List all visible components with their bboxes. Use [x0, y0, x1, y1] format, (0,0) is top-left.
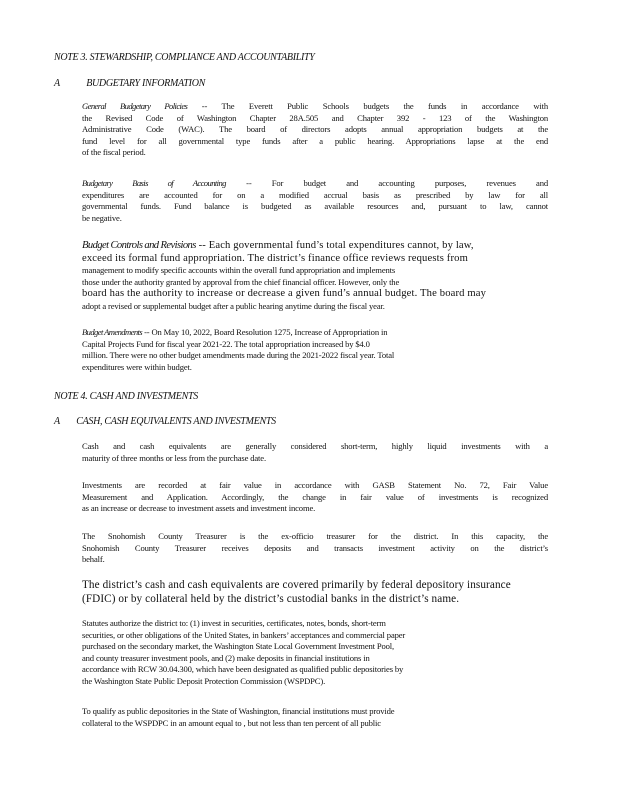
public-depositories-paragraph: To qualify as public depositories in the State of Washington, financial institutions must provide collateral to the WSPDPC in an amount equal to , but not less than ten percent of all public [82, 706, 395, 728]
statutes-paragraph: Statutes authorize the district to: (1) invest in securities, certificates, notes, bonds, short-term securities, or other obligations of the United States, in bankers’ acceptances and commercial paper purchased on the secondary market, the Washington State Local Government Investment Pool, and county treasurer investment pools, and (2) make deposits in financial institutions in accordance with RCW 30.04.300, which have been designated as qualified public depositories by the Washington State Public Deposit Protection Commission (WSPDPC). [82, 618, 406, 686]
paragraph-label: Budgetary Basis of Accounting [82, 178, 226, 188]
general-budgetary-policies-paragraph: General Budgetary Policies -- The Everett Public Schools budgets the funds in accordance with the Revised Code of Washington Chapter 28A.505 and Chapter 392 - 123 of the Washington Administrative Code (WAC). The board of directors adopts annual appropriation budgets at the fund level for all governmental type funds after a public hearing. Appropriations lapse at the end of the fiscal period. [82, 101, 548, 157]
section-letter: A [54, 416, 60, 427]
section-title: CASH, CASH EQUIVALENTS AND INVESTMENTS [76, 416, 276, 427]
note-4-heading: NOTE 4. CASH AND INVESTMENTS [54, 391, 198, 402]
note-3-heading: NOTE 3. STEWARDSHIP, COMPLIANCE AND ACCOUNTABILITY [54, 52, 315, 63]
note-4-section-a-heading [54, 416, 276, 427]
budgetary-basis-paragraph: Budgetary Basis of Accounting -- For budget and accounting purposes, revenues and expenditures are accounted for on a modified accrual basis as prescribed by law for all governmental funds. Fund balance is budgeted as available resources and, pursuant to law, cannot be negative. [82, 178, 548, 223]
note-3-section-a-heading [54, 78, 205, 89]
cash-equivalents-paragraph: Cash and cash equivalents are generally considered short-term, highly liquid investments with a maturity of three months or less from the purchase date. [82, 441, 548, 463]
deposit-coverage-paragraph: The district’s cash and cash equivalents are covered primarily by federal depository insurance (FDIC) or by collateral held by the district’s custodial banks in the district’s name. [82, 579, 511, 605]
budget-controls-paragraph: Budget Controls and Revisions -- Each governmental fund’s total expenditures cannot, by law, exceed its formal fund appropriation. The district’s finance office reviews requests from management to modify specific accounts within the overall fund appropriation and implements those under the authority granted by approval from the chief financial officer. However, only the board has the authority to increase or decrease a given fund’s annual budget. The board may adopt a revised or supplemental budget after a public hearing anytime during the fiscal year. [82, 240, 487, 311]
county-treasurer-paragraph: The Snohomish County Treasurer is the ex-officio treasurer for the district. In this capacity, the Snohomish County Treasurer receives deposits and transacts investment activity on the district’s behalf. [82, 531, 548, 564]
paragraph-label: General Budgetary Policies [82, 101, 188, 111]
investments-paragraph: Investments are recorded at fair value in accordance with GASB Statement No. 72, Fair Value Measurement and Application. Accordingly, the change in fair value of investments is recognized as an increase or decrease to investment assets and investment income. [82, 480, 548, 513]
budget-amendments-paragraph: Budget Amendments -- On May 10, 2022, Board Resolution 1275, Increase of Appropriation in Capital Projects Fund for fiscal year 2021-22. The total appropriation increased by $4.0 million. There were no other budget amendments made during the 2021-2022 fiscal year. Total expenditures were within budget. [82, 327, 395, 372]
section-letter: A [54, 78, 60, 89]
paragraph-label: Budget Amendments [82, 327, 143, 337]
section-title: BUDGETARY INFORMATION [86, 78, 205, 89]
paragraph-label: Budget Controls and Revisions [82, 240, 196, 251]
